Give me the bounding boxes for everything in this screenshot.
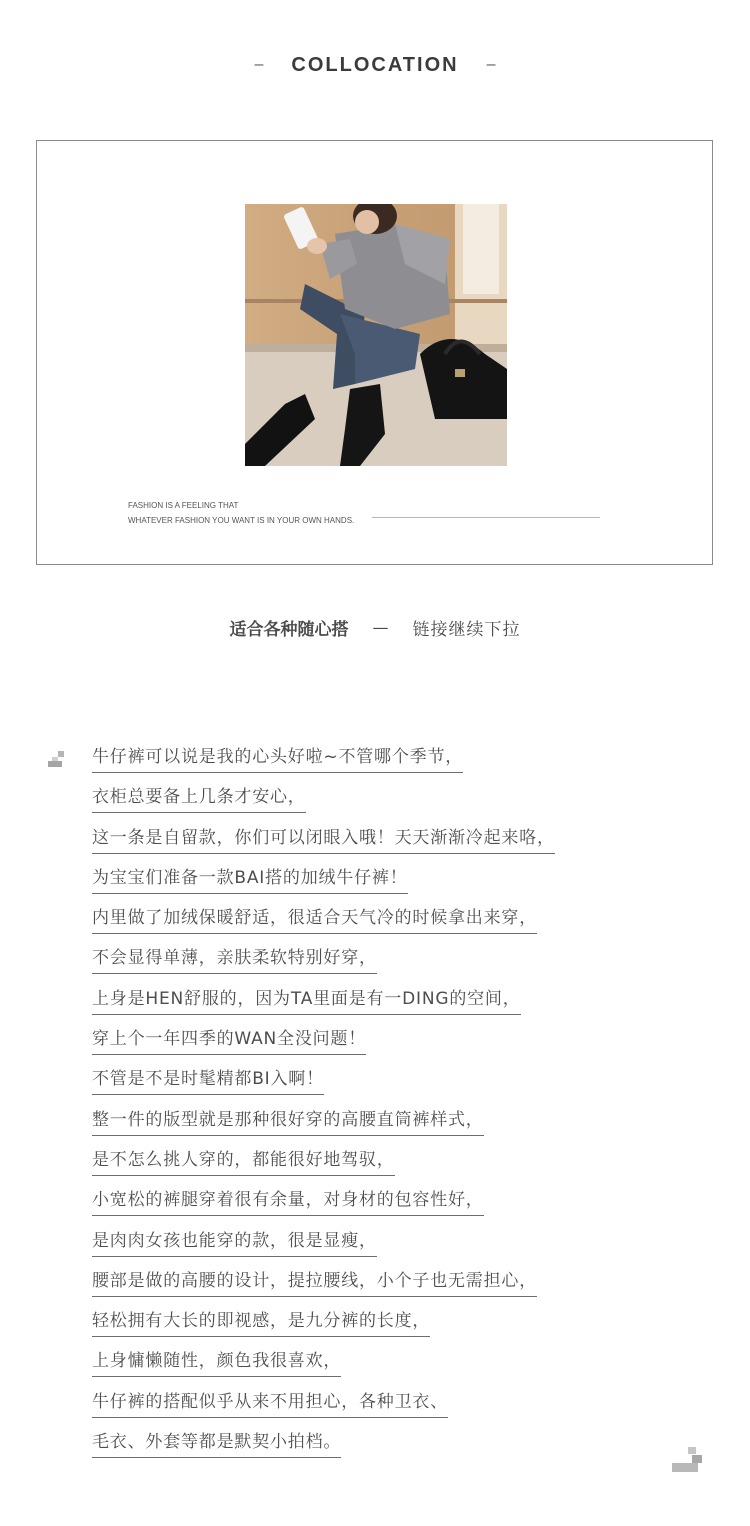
description-line: 不管是不是时髦精都BI入啊！ (92, 1066, 555, 1106)
description-line: 这一条是自留款，你们可以闭眼入哦！天天渐渐冷起来咯， (92, 825, 555, 865)
description-line: 穿上个一年四季的WAN全没问题！ (92, 1026, 555, 1066)
description-line: 内里做了加绒保暖舒适，很适合天气冷的时候拿出来穿， (92, 905, 555, 945)
description-line: 不会显得单薄，亲肤柔软特别好穿， (92, 945, 555, 985)
caption-line-2: WHATEVER FASHION YOU WANT IS IN YOUR OWN HANDS. (128, 516, 355, 525)
subtitle-left: 适合各种随心搭 (229, 619, 349, 640)
subtitle-right: 链接继续下拉 (412, 619, 521, 640)
description-line: 毛衣、外套等都是默契小拍档。 (92, 1429, 555, 1469)
description-line: 为宝宝们准备一款BAI搭的加绒牛仔裤！ (92, 865, 555, 905)
description-line: 整一件的版型就是那种很好穿的高腰直筒裤样式， (92, 1107, 555, 1147)
section-header (0, 50, 750, 80)
description-line: 是肉肉女孩也能穿的款，很是显瘦， (92, 1228, 555, 1268)
description-list (92, 744, 555, 1469)
description-line: 小宽松的裤腿穿着很有余量，对身材的包容性好， (92, 1187, 555, 1227)
description-line: 上身是HEN舒服的，因为TA里面是有一DING的空间， (92, 986, 555, 1026)
description-line: 上身慵懒随性，颜色我很喜欢， (92, 1348, 555, 1388)
description-line: 牛仔裤的搭配似乎从来不用担心，各种卫衣、 (92, 1389, 555, 1429)
caption-divider (372, 517, 600, 518)
fashion-photo (245, 204, 507, 466)
caption-line-1: FASHION IS A FEELING THAT (128, 501, 239, 510)
description-line: 轻松拥有大长的即视感，是九分裤的长度， (92, 1308, 555, 1348)
description-line: 衣柜总要备上几条才安心， (92, 784, 555, 824)
pixel-deco-icon (48, 751, 66, 769)
description-line: 是不怎么挑人穿的，都能很好地驾驭， (92, 1147, 555, 1187)
fashion-photo-illustration (245, 204, 507, 466)
header-title: COLLOCATION (291, 53, 459, 76)
subtitle-separator: — (372, 617, 389, 637)
pixel-deco-icon (672, 1447, 704, 1475)
subtitle-bar (0, 614, 750, 640)
header-dash-right: – (486, 56, 496, 73)
description-line: 腰部是做的高腰的设计，提拉腰线，小个子也无需担心， (92, 1268, 555, 1308)
header-dash-left: – (254, 56, 264, 73)
photo-frame (36, 140, 713, 565)
fashion-caption (128, 498, 354, 528)
description-line: 牛仔裤可以说是我的心头好啦~不管哪个季节， (92, 744, 555, 784)
